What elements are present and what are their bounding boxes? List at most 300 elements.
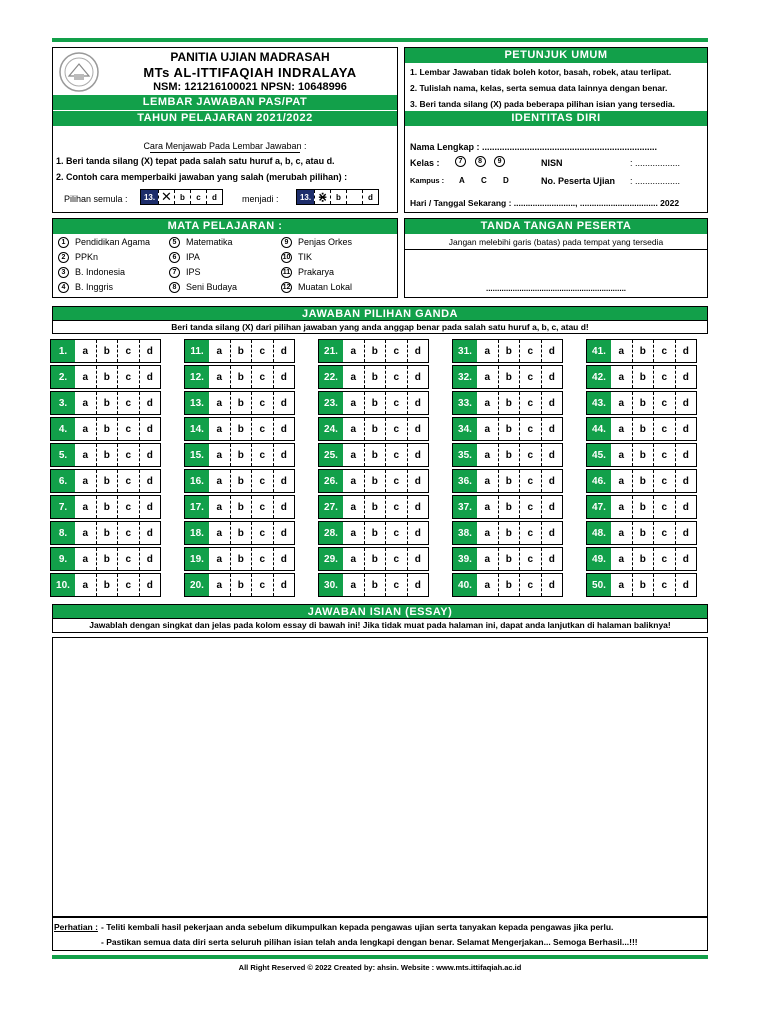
answer-option-d[interactable]: d <box>139 366 161 388</box>
answer-option-d[interactable]: d <box>273 366 295 388</box>
answer-option-b[interactable]: b <box>96 418 118 440</box>
answer-option-c[interactable]: c <box>653 574 675 596</box>
question-number: 13. <box>185 392 209 414</box>
answer-option-c[interactable]: c <box>251 522 273 544</box>
answer-option-b[interactable]: b <box>364 366 386 388</box>
answer-option-d[interactable]: d <box>541 444 563 466</box>
question-row-5 <box>50 443 161 467</box>
answer-option-d[interactable]: d <box>273 548 295 570</box>
mapel-item-9[interactable] <box>281 237 352 248</box>
cara-step-2: 2. Contoh cara memperbaiki jawaban yang salah (merubah pilihan) : <box>56 172 348 182</box>
question-number: 1. <box>51 340 75 362</box>
answer-option-b[interactable]: b <box>498 392 520 414</box>
pilihan-semula-label: Pilihan semula : <box>64 194 128 204</box>
answer-option-a[interactable]: a <box>350 449 357 461</box>
question-number: 29. <box>319 548 343 570</box>
answer-option-b[interactable]: b <box>632 366 654 388</box>
answer-option-d[interactable]: d <box>675 392 697 414</box>
answer-option-c[interactable]: c <box>385 418 407 440</box>
answer-option-d[interactable]: d <box>407 548 429 570</box>
ttd-title: TANDA TANGAN PESERTA <box>405 219 707 234</box>
answer-option-d[interactable]: d <box>139 470 161 492</box>
answer-option-d[interactable]: d <box>541 496 563 518</box>
answer-option-a[interactable]: a <box>484 475 491 487</box>
answer-option-a[interactable]: a <box>484 371 491 383</box>
answer-option-b[interactable]: b <box>96 574 118 596</box>
answer-option-c[interactable]: c <box>117 470 139 492</box>
question-number: 16. <box>185 470 209 492</box>
answer-option-d[interactable]: d <box>139 444 161 466</box>
answer-option-b[interactable]: b <box>632 574 654 596</box>
answer-option-d[interactable]: d <box>407 470 429 492</box>
question-number: 8. <box>51 522 75 544</box>
answer-option-b[interactable]: b <box>632 496 654 518</box>
answer-option-d[interactable]: d <box>407 392 429 414</box>
example-option-b: b <box>174 190 190 204</box>
answer-option-c[interactable]: c <box>653 418 675 440</box>
answer-option-b[interactable]: b <box>498 496 520 518</box>
mapel-item-12[interactable] <box>281 282 352 293</box>
answer-option-c[interactable]: c <box>251 418 273 440</box>
answer-option-b[interactable]: b <box>498 522 520 544</box>
answer-option-a[interactable]: a <box>82 449 89 461</box>
ttd-inner-line <box>404 249 708 250</box>
answer-option-a[interactable]: a <box>618 449 625 461</box>
answer-option-d[interactable]: d <box>407 496 429 518</box>
answer-option-d[interactable]: d <box>407 418 429 440</box>
question-number: 2. <box>51 366 75 388</box>
answer-option-c[interactable]: c <box>653 366 675 388</box>
answer-option-d[interactable]: d <box>273 522 295 544</box>
answer-option-a[interactable]: a <box>82 501 89 513</box>
question-number: 50. <box>587 574 611 596</box>
answer-option-a[interactable]: a <box>350 501 357 513</box>
mapel-number-circle: 3 <box>58 267 69 278</box>
mapel-item-4[interactable] <box>58 282 113 293</box>
answer-option-a[interactable]: a <box>618 423 625 435</box>
mapel-number-circle: 5 <box>169 237 180 248</box>
question-number: 5. <box>51 444 75 466</box>
question-number: 3. <box>51 392 75 414</box>
answer-option-d[interactable]: d <box>407 366 429 388</box>
answer-option-a[interactable]: a <box>484 449 491 461</box>
answer-option-b[interactable]: b <box>364 470 386 492</box>
answer-option-d[interactable]: d <box>675 522 697 544</box>
answer-option-d[interactable]: d <box>407 522 429 544</box>
answer-option-c[interactable]: c <box>519 392 541 414</box>
answer-option-b[interactable]: b <box>96 470 118 492</box>
mapel-item-10[interactable] <box>281 252 312 263</box>
answer-option-c[interactable]: c <box>653 340 675 362</box>
answer-option-d[interactable]: d <box>541 470 563 492</box>
answer-option-b[interactable]: b <box>632 522 654 544</box>
answer-option-b[interactable]: b <box>230 574 252 596</box>
answer-option-a[interactable]: a <box>216 475 223 487</box>
question-number: 44. <box>587 418 611 440</box>
answer-option-a[interactable]: a <box>618 579 625 591</box>
answer-option-b[interactable]: b <box>498 548 520 570</box>
answer-option-b[interactable]: b <box>230 470 252 492</box>
answer-option-c[interactable]: c <box>653 496 675 518</box>
school-name: MTs AL-ITTIFAQIAH INDRALAYA <box>143 65 357 80</box>
answer-option-b[interactable]: b <box>96 340 118 362</box>
peserta-field[interactable]: : .................. <box>630 176 681 186</box>
answer-option-c[interactable]: c <box>519 522 541 544</box>
answer-option-c[interactable]: c <box>251 496 273 518</box>
mapel-number-circle: 9 <box>281 237 292 248</box>
answer-option-d[interactable]: d <box>407 444 429 466</box>
question-row-27 <box>318 495 429 519</box>
question-row-28 <box>318 521 429 545</box>
answer-option-a[interactable]: a <box>484 345 491 357</box>
answer-option-a[interactable]: a <box>216 345 223 357</box>
kampus-option-c[interactable]: C <box>481 176 487 185</box>
pg-title: JAWABAN PILIHAN GANDA <box>52 306 708 321</box>
answer-option-a[interactable]: a <box>216 397 223 409</box>
answer-option-a[interactable]: a <box>618 475 625 487</box>
answer-option-d[interactable]: d <box>675 418 697 440</box>
question-number: 11. <box>185 340 209 362</box>
question-row-2 <box>50 365 161 389</box>
answer-option-a[interactable]: a <box>216 527 223 539</box>
mapel-item-7[interactable] <box>169 267 201 278</box>
answer-option-c[interactable]: c <box>117 574 139 596</box>
answer-option-d[interactable]: d <box>139 548 161 570</box>
answer-option-c[interactable]: c <box>653 470 675 492</box>
answer-option-b[interactable]: b <box>632 470 654 492</box>
answer-option-a[interactable]: a <box>618 345 625 357</box>
answer-option-b[interactable]: b <box>364 496 386 518</box>
answer-option-c[interactable]: c <box>385 366 407 388</box>
answer-option-b[interactable]: b <box>498 444 520 466</box>
kelas-option-7[interactable]: 7 <box>455 156 466 167</box>
answer-option-b[interactable]: b <box>364 418 386 440</box>
answer-option-d[interactable]: d <box>273 340 295 362</box>
answer-option-a[interactable]: a <box>350 371 357 383</box>
question-number: 47. <box>587 496 611 518</box>
answer-option-b[interactable]: b <box>230 548 252 570</box>
answer-option-b[interactable]: b <box>96 392 118 414</box>
question-row-15 <box>184 443 295 467</box>
answer-option-a[interactable]: a <box>82 423 89 435</box>
answer-option-d[interactable]: d <box>675 444 697 466</box>
answer-option-b[interactable]: b <box>364 392 386 414</box>
nisn-label: NISN <box>541 158 563 168</box>
answer-option-c[interactable]: c <box>519 418 541 440</box>
answer-option-a[interactable]: a <box>82 553 89 565</box>
question-number: 24. <box>319 418 343 440</box>
answer-option-d[interactable]: d <box>675 496 697 518</box>
answer-option-a[interactable]: a <box>618 371 625 383</box>
answer-option-d[interactable]: d <box>541 392 563 414</box>
answer-option-c[interactable]: c <box>385 470 407 492</box>
question-number: 25. <box>319 444 343 466</box>
answer-option-c[interactable]: c <box>519 444 541 466</box>
answer-option-d[interactable]: d <box>139 522 161 544</box>
kampus-option-a[interactable]: A <box>459 176 465 185</box>
answer-option-b[interactable]: b <box>364 522 386 544</box>
answer-option-a[interactable]: a <box>82 345 89 357</box>
question-number: 36. <box>453 470 477 492</box>
example-number-after: 13. <box>297 190 314 204</box>
answer-option-b[interactable]: b <box>96 444 118 466</box>
mapel-item-1[interactable] <box>58 237 150 248</box>
answer-option-b[interactable]: b <box>96 522 118 544</box>
essay-instruction: Jawablah dengan singkat dan jelas pada kolom essay di bawah ini! Jika tidak muat pada halaman ini, dapat anda lanjutkan di halaman baliknya! <box>52 619 708 633</box>
example-option-d: d <box>206 190 222 204</box>
perhatian-line-1: - Teliti kembali hasil pekerjaan anda sebelum dikumpulkan kepada pengawas ujian serta tanyakan kepada pengawas jika perlu. <box>101 922 614 932</box>
question-number: 31. <box>453 340 477 362</box>
school-ids: NSM: 121216100021 NPSN: 10648996 <box>153 81 347 93</box>
answer-option-b[interactable]: b <box>498 340 520 362</box>
answer-option-c[interactable]: c <box>385 444 407 466</box>
answer-option-d[interactable]: d <box>273 574 295 596</box>
answer-option-b[interactable]: b <box>230 340 252 362</box>
mapel-item-11[interactable] <box>281 267 334 278</box>
answer-option-c[interactable]: c <box>251 366 273 388</box>
mapel-number-circle: 7 <box>169 267 180 278</box>
nama-field[interactable]: Nama Lengkap : ...................................................................... <box>410 142 658 152</box>
answer-option-b[interactable]: b <box>498 418 520 440</box>
answer-option-b[interactable]: b <box>230 366 252 388</box>
answer-option-d[interactable]: d <box>139 418 161 440</box>
mapel-item-3[interactable] <box>58 267 125 278</box>
answer-option-d[interactable]: d <box>273 392 295 414</box>
mapel-item-8[interactable] <box>169 282 237 293</box>
question-number: 27. <box>319 496 343 518</box>
answer-option-c[interactable]: c <box>117 392 139 414</box>
answer-option-a[interactable]: a <box>350 423 357 435</box>
answer-option-a[interactable]: a <box>618 501 625 513</box>
answer-option-a[interactable]: a <box>82 371 89 383</box>
question-number: 15. <box>185 444 209 466</box>
answer-option-d[interactable]: d <box>407 340 429 362</box>
answer-option-a[interactable]: a <box>216 553 223 565</box>
answer-option-b[interactable]: b <box>230 444 252 466</box>
answer-option-d[interactable]: d <box>675 340 697 362</box>
example-after-d: d <box>362 190 378 204</box>
answer-option-a[interactable]: a <box>484 553 491 565</box>
answer-option-c[interactable]: c <box>519 574 541 596</box>
answer-option-d[interactable]: d <box>541 340 563 362</box>
question-row-39 <box>452 547 563 571</box>
answer-option-c[interactable]: c <box>519 470 541 492</box>
question-number: 40. <box>453 574 477 596</box>
answer-option-a[interactable]: a <box>82 527 89 539</box>
answer-option-a[interactable]: a <box>350 345 357 357</box>
answer-option-c[interactable]: c <box>117 340 139 362</box>
answer-option-d[interactable]: d <box>675 470 697 492</box>
answer-option-c[interactable]: c <box>385 574 407 596</box>
essay-answer-area[interactable] <box>52 637 708 917</box>
question-number: 48. <box>587 522 611 544</box>
answer-option-c[interactable]: c <box>519 366 541 388</box>
answer-option-b[interactable]: b <box>96 496 118 518</box>
school-logo <box>58 50 100 94</box>
answer-option-c[interactable]: c <box>117 418 139 440</box>
perhatian-line-2: - Pastikan semua data diri serta seluruh pilihan isian telah anda lengkapi dengan benar. Selamat Mengerjakan... Semoga Berhasil...!!! <box>101 937 638 947</box>
question-number: 4. <box>51 418 75 440</box>
kelas-options <box>455 156 505 167</box>
answer-option-b[interactable]: b <box>230 392 252 414</box>
mapel-label: B. Inggris <box>75 282 114 292</box>
ttd-signature-line[interactable]: ............................................................... <box>485 284 627 293</box>
answer-option-c[interactable]: c <box>385 548 407 570</box>
answer-option-a[interactable]: a <box>484 527 491 539</box>
answer-option-a[interactable]: a <box>82 397 89 409</box>
answer-option-d[interactable]: d <box>139 496 161 518</box>
answer-option-c[interactable]: c <box>251 340 273 362</box>
answer-option-b[interactable]: b <box>498 574 520 596</box>
answer-option-a[interactable]: a <box>82 475 89 487</box>
answer-option-c[interactable]: c <box>653 392 675 414</box>
answer-option-a[interactable]: a <box>484 397 491 409</box>
answer-option-c[interactable]: c <box>117 496 139 518</box>
answer-option-b[interactable]: b <box>96 548 118 570</box>
question-row-23 <box>318 391 429 415</box>
question-number: 7. <box>51 496 75 518</box>
mapel-number-circle: 8 <box>169 282 180 293</box>
question-row-32 <box>452 365 563 389</box>
answer-option-c[interactable]: c <box>385 522 407 544</box>
question-number: 19. <box>185 548 209 570</box>
answer-option-c[interactable]: c <box>385 392 407 414</box>
answer-option-a[interactable]: a <box>216 501 223 513</box>
answer-option-a[interactable]: a <box>216 579 223 591</box>
answer-option-b[interactable]: b <box>632 340 654 362</box>
question-row-47 <box>586 495 697 519</box>
kampus-option-d[interactable]: D <box>503 176 509 185</box>
answer-option-d[interactable]: d <box>541 548 563 570</box>
top-green-line <box>52 38 708 42</box>
answer-option-d[interactable]: d <box>675 548 697 570</box>
question-row-8 <box>50 521 161 545</box>
question-row-22 <box>318 365 429 389</box>
question-number: 46. <box>587 470 611 492</box>
answer-option-a[interactable]: a <box>216 449 223 461</box>
question-number: 38. <box>453 522 477 544</box>
answer-option-b[interactable]: b <box>632 444 654 466</box>
answer-option-d[interactable]: d <box>273 496 295 518</box>
mapel-label: Seni Budaya <box>186 282 238 292</box>
ttd-note: Jangan melebihi garis (batas) pada tempat yang tersedia <box>448 237 664 247</box>
mapel-item-6[interactable] <box>169 252 200 263</box>
example-before <box>140 189 223 205</box>
answer-option-a[interactable]: a <box>350 579 357 591</box>
answer-option-c[interactable]: c <box>251 444 273 466</box>
answer-option-b[interactable]: b <box>498 366 520 388</box>
kelas-option-8[interactable]: 8 <box>475 156 486 167</box>
question-row-50 <box>586 573 697 597</box>
answer-option-d[interactable]: d <box>541 418 563 440</box>
answer-option-a[interactable]: a <box>484 423 491 435</box>
answer-option-b[interactable]: b <box>230 418 252 440</box>
answer-option-d[interactable]: d <box>541 366 563 388</box>
answer-option-c[interactable]: c <box>653 444 675 466</box>
answer-option-b[interactable]: b <box>364 574 386 596</box>
answer-option-b[interactable]: b <box>230 522 252 544</box>
answer-option-d[interactable]: d <box>273 444 295 466</box>
answer-option-b[interactable]: b <box>96 366 118 388</box>
answer-option-a[interactable]: a <box>618 397 625 409</box>
answer-option-b[interactable]: b <box>364 548 386 570</box>
answer-option-a[interactable]: a <box>350 397 357 409</box>
question-row-11 <box>184 339 295 363</box>
question-number: 18. <box>185 522 209 544</box>
answer-option-c[interactable]: c <box>519 496 541 518</box>
answer-option-a[interactable]: a <box>216 371 223 383</box>
question-row-10 <box>50 573 161 597</box>
answer-option-d[interactable]: d <box>675 574 697 596</box>
mapel-item-5[interactable] <box>169 237 233 248</box>
answer-option-c[interactable]: c <box>385 340 407 362</box>
answer-option-c[interactable]: c <box>117 444 139 466</box>
answer-option-d[interactable]: d <box>273 418 295 440</box>
answer-option-c[interactable]: c <box>251 470 273 492</box>
question-row-6 <box>50 469 161 493</box>
answer-option-c[interactable]: c <box>653 522 675 544</box>
answer-option-d[interactable]: d <box>541 522 563 544</box>
answer-option-b[interactable]: b <box>498 470 520 492</box>
answer-option-c[interactable]: c <box>385 496 407 518</box>
answer-option-a[interactable]: a <box>484 579 491 591</box>
question-row-35 <box>452 443 563 467</box>
answer-option-c[interactable]: c <box>519 340 541 362</box>
answer-option-b[interactable]: b <box>632 548 654 570</box>
answer-option-c[interactable]: c <box>117 366 139 388</box>
answer-option-a[interactable]: a <box>350 553 357 565</box>
mapel-number-circle: 4 <box>58 282 69 293</box>
answer-option-c[interactable]: c <box>251 548 273 570</box>
answer-option-d[interactable]: d <box>675 366 697 388</box>
answer-option-d[interactable]: d <box>273 470 295 492</box>
answer-option-a[interactable]: a <box>484 501 491 513</box>
answer-option-c[interactable]: c <box>251 574 273 596</box>
answer-option-a[interactable]: a <box>82 579 89 591</box>
answer-option-a[interactable]: a <box>350 527 357 539</box>
answer-option-b[interactable]: b <box>230 496 252 518</box>
answer-option-d[interactable]: d <box>139 574 161 596</box>
answer-option-d[interactable]: d <box>139 392 161 414</box>
answer-option-b[interactable]: b <box>632 392 654 414</box>
petunjuk-title: PETUNJUK UMUM <box>405 48 707 63</box>
answer-option-d[interactable]: d <box>541 574 563 596</box>
perhatian-label: Perhatian : <box>54 922 98 932</box>
answer-option-c[interactable]: c <box>117 548 139 570</box>
answer-option-a[interactable]: a <box>350 475 357 487</box>
answer-option-d[interactable]: d <box>407 574 429 596</box>
answer-option-b[interactable]: b <box>364 340 386 362</box>
question-row-37 <box>452 495 563 519</box>
kelas-option-9[interactable]: 9 <box>494 156 505 167</box>
question-row-34 <box>452 417 563 441</box>
answer-option-c[interactable]: c <box>519 548 541 570</box>
answer-option-a[interactable]: a <box>618 527 625 539</box>
cara-divider <box>150 152 300 153</box>
nisn-field[interactable]: : .................. <box>630 158 681 168</box>
answer-option-b[interactable]: b <box>364 444 386 466</box>
answer-option-c[interactable]: c <box>117 522 139 544</box>
answer-option-d[interactable]: d <box>139 340 161 362</box>
answer-option-a[interactable]: a <box>216 423 223 435</box>
answer-option-a[interactable]: a <box>618 553 625 565</box>
answer-option-c[interactable]: c <box>653 548 675 570</box>
answer-option-b[interactable]: b <box>632 418 654 440</box>
answer-option-c[interactable]: c <box>251 392 273 414</box>
mapel-number-circle: 12 <box>282 284 291 292</box>
mapel-item-2[interactable] <box>58 252 98 263</box>
tanggal-field[interactable]: Hari / Tanggal Sekarang : .........................., ................................. 2022 <box>410 198 680 208</box>
